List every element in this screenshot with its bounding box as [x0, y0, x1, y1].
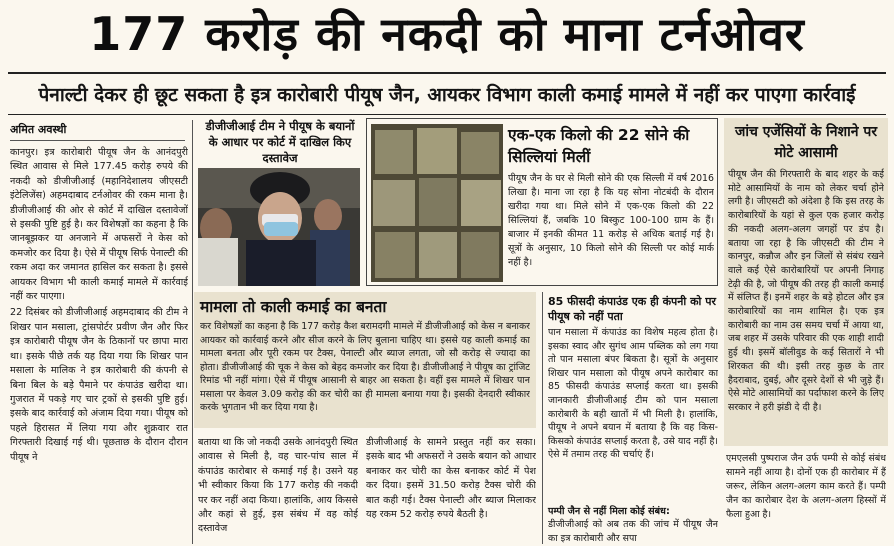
- headline-rule: [8, 72, 886, 74]
- compound-heading: 85 फीसदी कंपाउंड एक ही कंपनी को पर पीयूष को नहीं पता: [548, 295, 716, 323]
- cash-stacks-illustration: [371, 124, 503, 282]
- col1-paragraph-1: कानपुर। इत्र कारोबारी पीयूष जैन के आनंदपुरी स्थित आवास से मिले 177.45 करोड़ रुपये की नकदी को डीजीजीआई (महानिदेशालय जीएसटी इंटेलिजेंस) अहमदाबाद टर्नओवर की रकम माना है। डीजीजीआई की ओर से कोर्ट में दाखिल दस्तावेजों से इसकी पुष्टि हुई है। कर विशेषज्ञों का कहना है कि जानबूझकर या अनजाने में अफसरों ने केस को कमजोर कर दिया है। ऐसे में पीयूष सिर्फ पेनाल्टी की रकम अदा कर जमानत हासिल कर सकता है। इससे आयकर विभाग भी काली कमाई मामले में कार्रवाई नहीं कर पाएगा।: [10, 147, 188, 303]
- compound-body: पान मसाला में कंपाउंड का विशेष महत्व होता है। इसका स्वाद और सुगंध आम पब्लिक को लग गया तो पान मसाला बंपर बिकता है। सूत्रों के अनुसार शिखर पान मसाला को पीयूष अपने कारोबार का 85 फीसदी कंपाउंड सप्लाई करता था। इसकी जानकारी डीजीजीआई टीम को पान मसाला कारोबारी के बही खातों में भी मिली है। हालांकि, पीयूष ने अपने बयान में बताया है कि वह किस-किसको कंपाउंड सप्लाई करता है, उसे याद नहीं है। ऐसे में तमाम तरह की चर्चाएं हैं।: [548, 327, 718, 461]
- subheadline: पेनाल्टी देकर ही छूट सकता है इत्र कारोबारी पीयूष जैन, आयकर विभाग काली कमाई मामले में नहीं कर पाएगा कार्रवाई: [38, 84, 856, 106]
- gold-box-body: पीयूष जैन के घर से मिली सोने की एक सिल्ली में वर्ष 2016 लिखा है। माना जा रहा है कि यह सोना नोटबंदी के दौरान खरीदा गया था। मिले सोने में एक-एक किलो की 22 सिल्लियां हैं, जबकि 10 बिस्कुट 100-100 ग्राम के हैं। बाजार में इनकी कीमत 11 करोड़ से अधिक बताई गई है। सूत्रों के अनुसार, 10 किलो सोने की सिल्ली पर कोई मार्क नहीं है।: [508, 173, 714, 268]
- agency-box-heading: जांच एजेंसियों के निशाने पर मोटे आसामी: [734, 124, 878, 161]
- column-mid-right-bottom: डीजीजीआई के सामने प्रस्तुत नहीं कर सका। इसके बाद भी अफसरों ने उसके बयान को आधार बनाकर कर चोरी का केस बनाकर कोर्ट में पेश कर दिया। इसमें 31.50 करोड़ टैक्स चोरी की बात कही गई। टैक्स पेनाल्टी और ब्याज मिलाकर यह रकम 52 करोड़ रुपये बैठती है।: [366, 437, 536, 521]
- column-far-right-bottom: एमएलसी पुष्पराज जैन उर्फ पम्पी से कोई संबंध सामने नहीं आया है। दोनों एक ही कारोबार में हैं जरूर, लेकिन अलग-अलग काम करते हैं। पम्पी जैन का कारोबार देश के अलग-अलग हिस्सों में फैला हुआ है।: [726, 453, 886, 520]
- compound-sub-body: डीजीजीआई को अब तक की जांच में पीयूष जैन का इत्र कारोबारी और सपा: [548, 519, 718, 544]
- news-photo: [198, 168, 360, 286]
- black-money-body: कर विशेषज्ञों का कहना है कि 177 करोड़ कैश बरामदगी मामले में डीजीजीआई को केस न बनाकर आयकर को कार्रवाई करने और सीज करने के लिए बुलाना चाहिए था। इससे यह काली कमाई का मामला बनता और पूरी रकम पर टैक्स, पेनाल्टी और ब्याज लगता, जो सौ करोड़ से ज्यादा का होता। डीजीजीआई की चूक ने केस को बेहद कमजोर कर दिया है। डीजीजीआई ने पीयूष का ट्रांजिट रिमांड भी नहीं मांगा। ऐसे में पीयूष आसानी से बाहर आ सकता है। वहीं इस मामले में शिखर पान मसाला पर केवल 3.09 करोड़ की कर चोरी का ही मामला बनाया गया है। इसकी देनदारी स्वीकार करके भुगतान भी कर दिया गया है।: [200, 321, 530, 413]
- compound-subheading: पम्पी जैन से नहीं मिला कोई संबंध:: [548, 506, 670, 517]
- column-divider: [192, 120, 193, 544]
- headline: 177 करोड़ की नकदी को माना टर्नओवर: [89, 7, 805, 61]
- cash-photo: [371, 124, 503, 282]
- gold-box-heading: एक-एक किलो की 22 सोने की सिल्लियां मिलीं: [508, 126, 690, 166]
- agency-box-body: पीयूष जैन की गिरफ्तारी के बाद शहर के कई मोटे आसामियों के नाम को लेकर चर्चा होने लगी है। जीएसटी को अंदेशा है कि इस तरह के कारोबारियों के यहां से कुल एक हजार करोड़ की नकदी अलग-अलग जगहों पर डंप है। बताया जा रहा है कि जीएसटी की टीम ने कानपुर, कन्नौज और इन जिलों से संबंध रखने वाले कई ऐसे कारोबारियों पर अपनी निगाह टेढ़ी की है, जो पीयूष की तरह ही काली कमाई में संलिप्त हैं। इनमें शहर के बड़े होटल और इत्र कारोबारियों का नाम शामिल है। एक इत्र कारोबारी का नाम उस समय चर्चा में आया था, जब शहर में उसके परिवार की एक शाही शादी हुई थी। इसमें बॉलीवुड के कई सितारों ने भी शिरकत की थी। इसी तरह कुछ के तार हैदराबाद, दुबई, और दूसरे देशों से भी जुड़े हैं। ऐसे मोटे आसामियों का पर्दाफाश करने के लिए सरकार ने हरी झंडी दे दी है।: [728, 169, 884, 413]
- photo-caption: डीजीजीआई टीम ने पीयूष के बयानों के आधार पर कोर्ट में दाखिल किए दस्तावेज: [205, 119, 355, 165]
- subhead-rule: [8, 114, 886, 115]
- col1-paragraph-2: 22 दिसंबर को डीजीजीआई अहमदाबाद की टीम ने शिखर पान मसाला, ट्रांसपोर्टर प्रवीण जैन और फिर इत्र कारोबारी पीयूष जैन के ठिकानों पर छापा मारा था। इसके पीछे तर्क यह दिया गया कि शिखर पान मसाला के मालिक ने इत्र कारोबारी की कंपनी से बिना बिल के बड़े पैमाने पर कंपाउंड खरीदा था। गुजरात में पकड़े गए चार ट्रकों से इसकी पुष्टि हुई। इसके बाद कार्रवाई को अंजाम दिया गया। पीयूष को पहले हिरासत में लिया गया और शुक्रवार रात गिरफ्तारी दिखाई गई थी। पूछताछ के दौरान दौरान पीयूष ने: [10, 307, 188, 463]
- compound-divider: [542, 292, 543, 544]
- byline: अमित अवस्थी: [10, 123, 67, 136]
- photo-illustration: [198, 168, 360, 286]
- black-money-heading: मामला तो काली कमाई का बनता: [200, 298, 387, 316]
- byline-rule: [10, 140, 185, 141]
- column-1: [10, 146, 188, 544]
- column-mid-bottom: बताया था कि जो नकदी उसके आनंदपुरी स्थित आवास से मिली है, वह चार-पांच साल में कंपाउंड कारोबार से कमाई गई है। उसने यह भी स्वीकार किया कि 177 करोड़ की नकदी पर कर नहीं अदा किया। हालांकि, आय किससे और कहां से हुई, इस संबंध में वह कोई दस्तावेज: [198, 437, 358, 535]
